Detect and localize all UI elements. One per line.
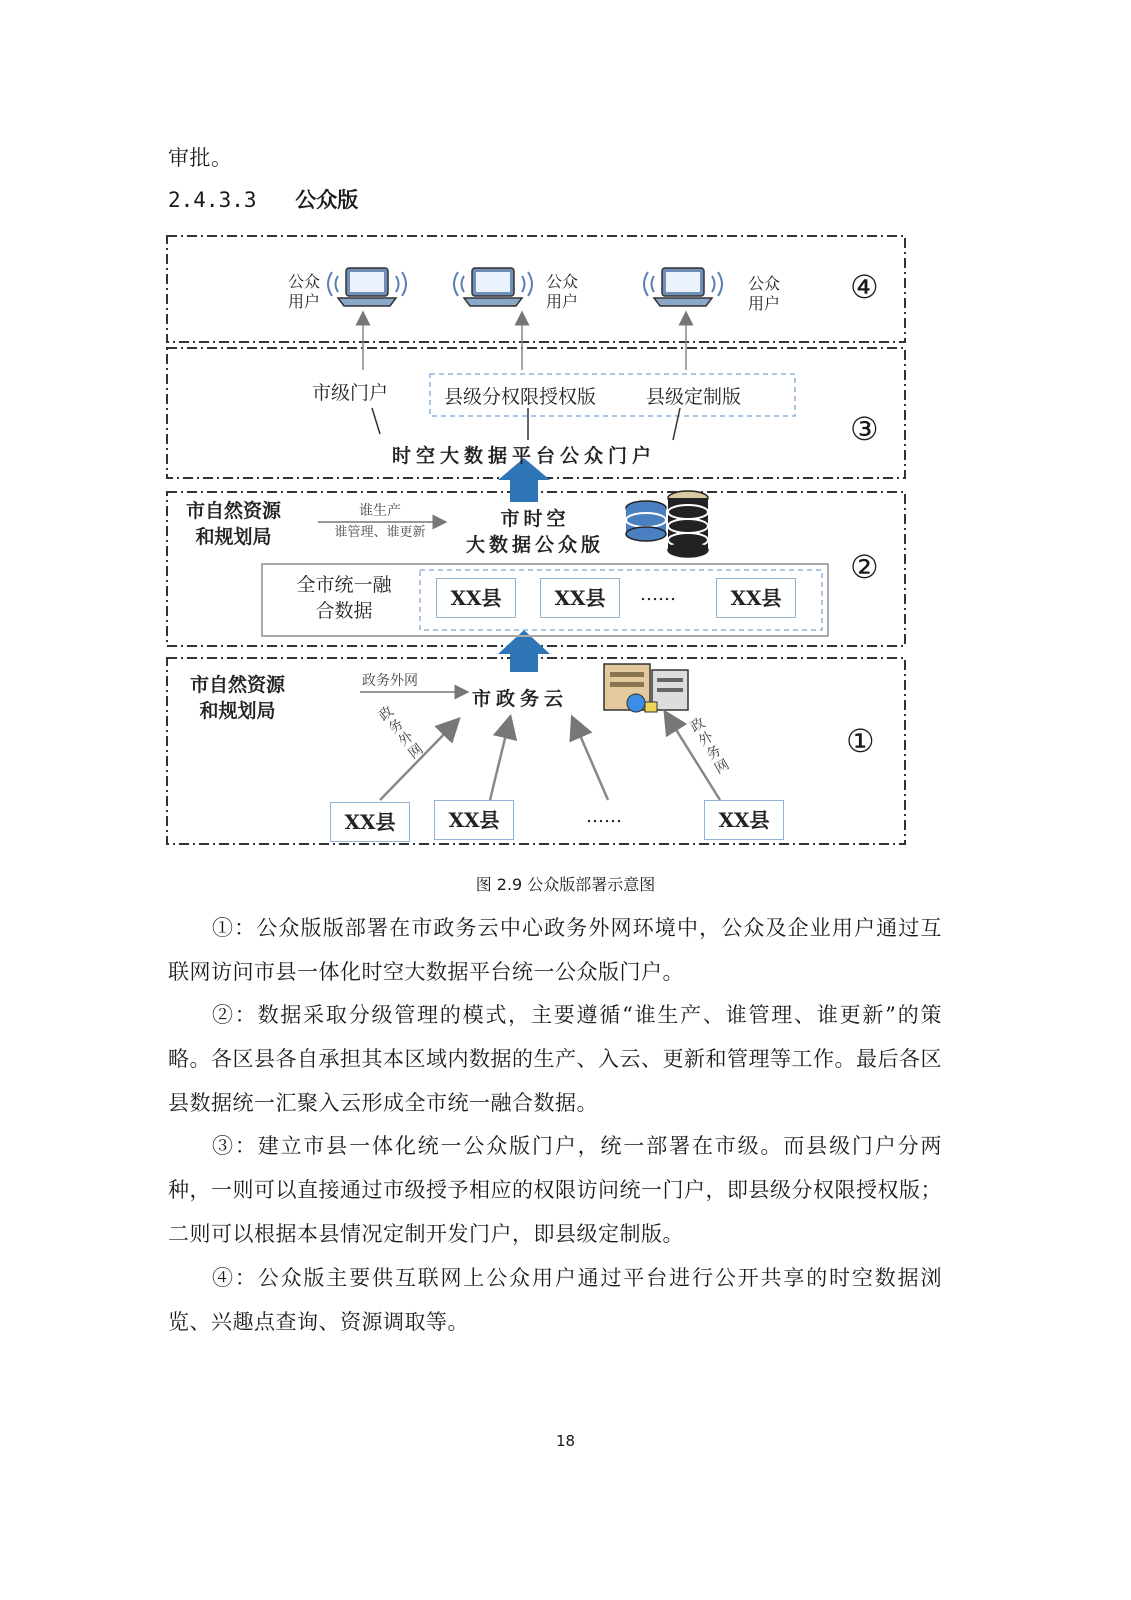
layer-number: ②: [850, 548, 879, 586]
ellipsis: ……: [640, 584, 676, 605]
cloud-label: 市政务云: [472, 688, 569, 710]
figure-caption: 图 2.9 公众版部署示意图: [475, 875, 656, 894]
county-box: XX县: [330, 802, 410, 842]
layer-number: ①: [846, 722, 875, 760]
database-icon: [626, 491, 708, 557]
ellipsis: ……: [586, 806, 622, 827]
platform-label: 市时空 大数据公众版: [465, 508, 604, 556]
page-number: 18: [555, 1432, 576, 1450]
network-label: 政务外网: [362, 673, 418, 689]
section-number: 2.4.3.3: [168, 188, 257, 212]
layer-number: ④: [850, 268, 879, 306]
bureau-label: 市自然资源 和规划局: [186, 500, 282, 548]
laptop-icon: [644, 268, 722, 306]
paragraph: ②：数据采取分级管理的模式，主要遵循“谁生产、谁管理、谁更新”的策略。各区县各自承担其本区域内数据的生产、入云、更新和管理等工作。最后各区县数据统一汇聚入云形成全市统一融合数据。: [168, 1003, 942, 1115]
county-box: XX县: [540, 578, 620, 618]
server-icon: [604, 664, 688, 712]
laptop-icon: [454, 268, 532, 306]
county-box: XX县: [436, 578, 516, 618]
intro-text: 审批。: [168, 146, 233, 170]
bureau-label: 市自然资源 和规划局: [190, 674, 286, 722]
layer4-frame: [167, 236, 905, 342]
county-box: XX县: [716, 578, 796, 618]
county-custom-label: 县级定制版: [646, 386, 742, 408]
public-user-label: 公众 用户: [288, 272, 321, 311]
paragraph: ①：公众版版部署在市政务云中心政务外网环境中，公众及企业用户通过互联网访问市县一体化时空大数据平台统一公众版门户。: [168, 916, 942, 984]
policy-label: 谁生产 谁管理、谁更新: [334, 503, 426, 540]
public-user-label: 公众 用户: [748, 274, 781, 313]
fusion-data-label: 全市统一融 合数据: [296, 574, 392, 622]
county-arrow: [490, 726, 508, 800]
city-portal-label: 市级门户: [312, 382, 389, 404]
portal-title: 时空大数据平台公众门户: [392, 445, 657, 467]
county-box: XX县: [434, 800, 514, 840]
right-network-label: 政外务网: [688, 715, 733, 778]
left-network-label: 政务外网: [376, 703, 427, 763]
county-arrow: [576, 726, 608, 800]
county-box: XX县: [704, 800, 784, 840]
layer-number: ③: [850, 410, 879, 448]
county-auth-label: 县级分权限授权版: [444, 386, 597, 408]
paragraph: ④：公众版主要供互联网上公众用户通过平台进行公开共享的时空数据浏览、兴趣点查询、资源调取等。: [168, 1266, 942, 1334]
laptop-icon: [328, 268, 406, 306]
paragraph: ③：建立市县一体化统一公众版门户，统一部署在市级。而县级门户分两种，一则可以直接通过市级授予相应的权限访问统一门户，即县级分权限授权版；二则可以根据本县情况定制开发门户，即县级定制版。: [168, 1134, 942, 1246]
public-user-label: 公众 用户: [546, 272, 579, 311]
section-title: 公众版: [295, 187, 359, 212]
